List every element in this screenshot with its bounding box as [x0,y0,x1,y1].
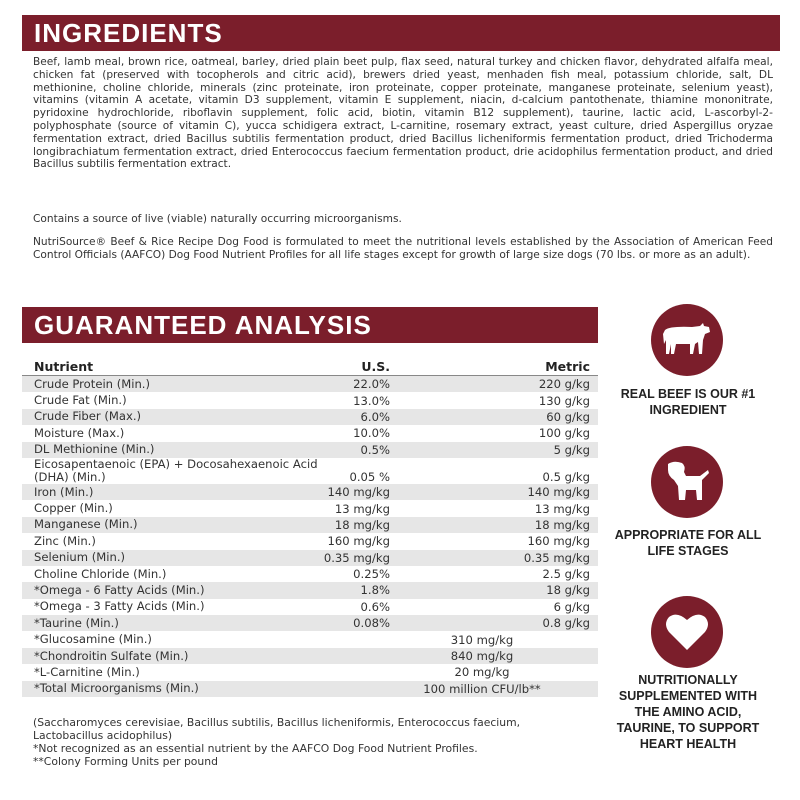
table-row [22,582,598,598]
nutrient-name: *Total Microorganisms (Min.) [34,681,199,696]
nutrient-name: Crude Fiber (Max.) [34,409,142,424]
us-value: 0.35 mg/kg [323,550,390,565]
analysis-table [22,358,598,697]
footnotes [33,716,593,768]
footnote-cfu: **Colony Forming Units per pound [33,755,218,768]
metric-value: 0.5 g/kg [542,469,590,484]
us-value: 13.0% [353,393,390,408]
us-value: 18 mg/kg [334,517,390,532]
combined-value: 100 million CFU/lb** [423,681,541,696]
nutrient-name: *Taurine (Min.) [34,615,119,630]
badge-caption-heart-health: NUTRITIONALLY SUPPLEMENTED WITH THE AMINO ACID, TAURINE, TO SUPPORT HEART HEALTH [616,673,760,751]
badge-caption-life-stages: APPROPRIATE FOR ALL LIFE STAGES [614,528,762,558]
table-row [22,517,598,533]
nutrient-name: Iron (Min.) [34,484,94,499]
metric-value: 60 g/kg [546,409,590,424]
footnote-aafco: *Not recognized as an essential nutrient by the AAFCO Dog Food Nutrient Profiles. [33,742,478,755]
combined-value: 20 mg/kg [454,665,510,680]
header-nutrient: Nutrient [34,359,94,374]
metric-value: 5 g/kg [553,442,590,457]
table-header [22,358,598,376]
combined-value: 310 mg/kg [450,632,514,647]
metric-value: 0.8 g/kg [542,616,590,631]
nutrient-name: Moisture (Max.) [34,425,125,440]
table-row [22,566,598,582]
table-row [22,631,598,647]
table-row [22,458,598,484]
combined-value: 840 mg/kg [450,649,514,664]
microorganisms-statement: Contains a source of live (viable) naturally occurring microorganisms. [33,213,402,225]
nutrient-name: Selenium (Min.) [34,550,126,565]
table-row [22,409,598,425]
aafco-statement: NutriSource® Beef & Rice Recipe Dog Food is formulated to meet the nutritional levels established by the Association of American Feed Control Officials (AAFCO) Dog Food Nutrient Profiles for all life stages except for growth of large size dogs (70 lbs. or more as an adult). [33,236,773,261]
us-value: 0.25% [353,567,390,582]
nutrient-name: Zinc (Min.) [34,533,96,548]
puppy-icon [651,446,723,518]
metric-value: 220 g/kg [538,377,590,392]
metric-value: 18 g/kg [546,583,590,598]
table-row [22,615,598,631]
table-row [22,648,598,664]
guaranteed-analysis-header: GUARANTEED ANALYSIS [22,307,598,343]
footnote-organisms: (Saccharomyces cerevisiae, Bacillus subtilis, Bacillus licheniformis, Enterococcus faecium, Lactobacillus acidophilus) [33,716,521,742]
nutrient-name: Crude Protein (Min.) [34,376,151,391]
heart-icon [651,596,723,668]
us-value: 1.8% [360,583,390,598]
table-row [22,442,598,458]
metric-value: 140 mg/kg [527,485,590,500]
us-value: 0.6% [360,599,390,614]
table-row [22,376,598,392]
us-value: 0.08% [353,616,390,631]
metric-value: 18 mg/kg [534,517,590,532]
cow-icon [651,304,723,376]
metric-value: 130 g/kg [538,393,590,408]
ingredients-header: INGREDIENTS [22,15,780,51]
metric-value: 0.35 mg/kg [523,550,590,565]
nutrient-name: Choline Chloride (Min.) [34,566,167,581]
table-row [22,392,598,408]
header-us: U.S. [361,359,390,374]
us-value: 140 mg/kg [327,485,390,500]
metric-value: 100 g/kg [538,426,590,441]
metric-value: 160 mg/kg [527,534,590,549]
table-row [22,550,598,566]
us-value: 6.0% [360,409,390,424]
ingredients-list: Beef, lamb meal, brown rice, oatmeal, barley, dried plain beet pulp, flax seed, natural turkey and chicken flavor, dehydrated alfalfa meal, chicken fat (preserved with tocopherols and citric acid), brewers dried yeast, menhaden fish meal, potassium chloride, salt, DL methionine, choline chloride, minerals (zinc proteinate, iron proteinate, copper proteinate, manganese proteinate, selenium yeast), vitamins (vitamin A acetate, vitamin D3 supplement, vitamin E supplement, niacin, d-calcium pantothenate, thiamine mononitrate, pyridoxine hydrochloride, riboflavin supplement, folic acid, biotin, vitamin B12 supplement), taurine, lactic acid, L-ascorbyl-2-polyphosphate (source of vitamin C), yucca schidigera extract, L-carnitine, rosemary extract, yeast culture, dried Aspergillus oryzae fermentation extract, dried Bacillus subtilis fermentation product, dried Bacillus licheniformis fermentation product, dried Trichoderma longibrachiatum fermentation extract, dried Enterococcus faecium fermentation product, drie acidophilus fermentation product, and dried Bacillus subtilis fermentation extract. [33,56,773,171]
table-row [22,425,598,441]
us-value: 0.05 % [349,469,390,484]
us-value: 0.5% [360,442,390,457]
nutrient-name: *Chondroitin Sulfate (Min.) [34,648,189,663]
nutrient-name: Copper (Min.) [34,501,113,516]
badge-caption-beef: REAL BEEF IS OUR #1 INGREDIENT [620,387,756,417]
us-value: 22.0% [353,377,390,392]
nutrient-name: *Omega - 6 Fatty Acids (Min.) [34,582,205,597]
header-metric: Metric [545,359,590,374]
metric-value: 6 g/kg [553,599,590,614]
nutrient-name: Eicosapentaenoic (EPA) + Docosahexaenoic Acid (DHA) (Min.) [34,456,318,484]
table-row [22,500,598,516]
metric-value: 13 mg/kg [534,501,590,516]
metric-value: 2.5 g/kg [542,567,590,582]
nutrient-name: DL Methionine (Min.) [34,442,155,457]
table-row [22,681,598,697]
nutrient-name: Manganese (Min.) [34,517,138,532]
nutrient-name: *Glucosamine (Min.) [34,632,152,647]
table-row [22,484,598,500]
us-value: 160 mg/kg [327,534,390,549]
table-row [22,599,598,615]
nutrient-name: *Omega - 3 Fatty Acids (Min.) [34,599,205,614]
nutrient-name: Crude Fat (Min.) [34,393,127,408]
us-value: 10.0% [353,426,390,441]
nutrient-name: *L-Carnitine (Min.) [34,664,140,679]
table-row [22,664,598,680]
table-row [22,533,598,549]
us-value: 13 mg/kg [334,501,390,516]
